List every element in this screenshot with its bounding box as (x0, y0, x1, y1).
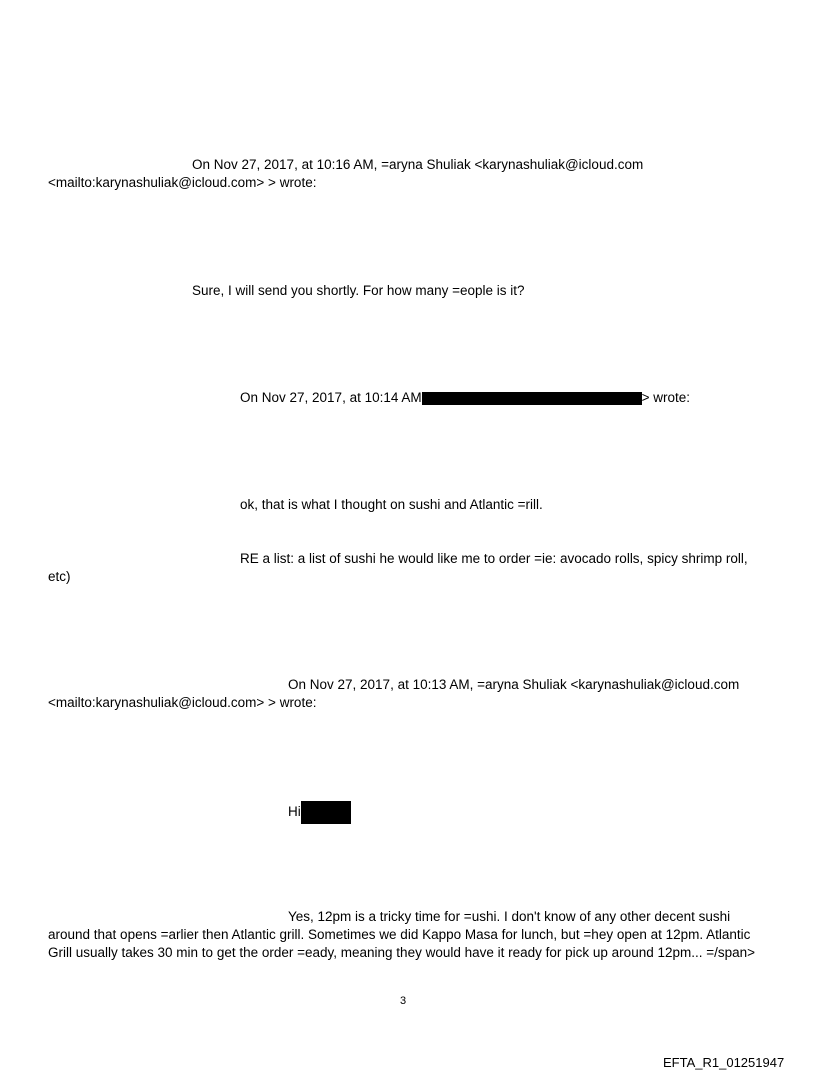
redaction-bar (301, 801, 351, 824)
message-3-line-1: Yes, 12pm is a tricky time for =ushi. I don't know of any other decent sushi (288, 909, 731, 924)
header-3-line-1: On Nov 27, 2017, at 10:13 AM, =aryna Shuliak <karynashuliak@icloud.com (288, 677, 740, 692)
message-3-line-3: Grill usually takes 30 min to get the order =eady, meaning they would have it ready for pick up around 12pm... =/span> (48, 945, 756, 960)
header-1-line-1: On Nov 27, 2017, at 10:16 AM, =aryna Shuliak <karynashuliak@icloud.com (192, 157, 644, 172)
page-number: 3 (400, 995, 407, 1007)
greeting-line (288, 801, 351, 824)
message-2a-text: ok, that is what I thought on sushi and Atlantic =rill. (240, 497, 543, 512)
header-2-suffix: > wrote: (641, 390, 691, 405)
message-2b-line-1: RE a list: a list of sushi he would like me to order =ie: avocado rolls, spicy shrimp roll, (240, 551, 748, 566)
message-2b-line-2: etc) (48, 569, 71, 584)
reply-1-text: Sure, I will send you shortly. For how many =eople is it? (192, 283, 525, 298)
header-3-line-2: <mailto:karynashuliak@icloud.com> > wrote: (48, 695, 317, 710)
redaction-bar (422, 392, 642, 405)
header-2-line (240, 389, 690, 407)
greeting-text: Hi (288, 804, 301, 820)
header-2-prefix: On Nov 27, 2017, at 10:14 AM (240, 390, 422, 405)
document-id: EFTA_R1_01251947 (663, 1055, 785, 1070)
header-1-line-2: <mailto:karynashuliak@icloud.com> > wrote: (48, 175, 317, 190)
message-3-line-2: around that opens =arlier then Atlantic grill. Sometimes we did Kappo Masa for lunch, but =hey open at 12pm. Atlantic (48, 927, 751, 942)
